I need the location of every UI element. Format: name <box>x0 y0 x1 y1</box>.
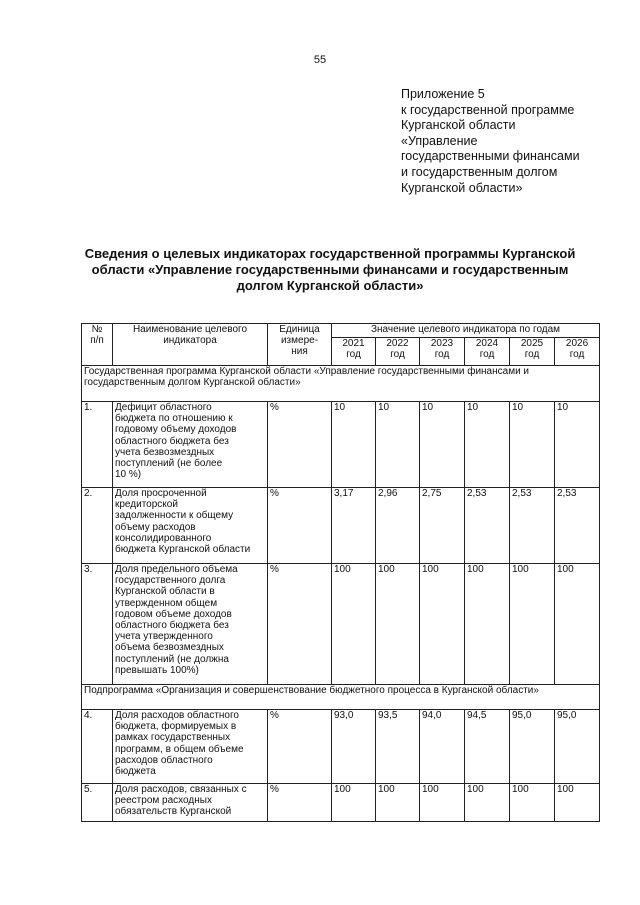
section-row-subprogram: Подпрограмма «Организация и совершенствование бюджетного процесса в Курганской области» <box>82 685 600 710</box>
title-line: долгом Курганской области» <box>236 278 424 293</box>
value-cell: 100 <box>555 784 600 822</box>
value-cell: 2,53 <box>465 488 510 564</box>
value-cell: 100 <box>465 784 510 822</box>
row-num: 2. <box>82 488 113 564</box>
header-values-group: Значение целевого индикатора по годам <box>332 324 600 338</box>
indicator-name: Доля просроченной кредиторской задолженности к общему объему расходов консолидированного бюджета Курганской области <box>113 488 268 564</box>
appendix-line: Курганской области» <box>401 180 523 195</box>
table-row <box>82 564 600 685</box>
appendix-line: «Управление <box>401 133 478 148</box>
value-cell: 94,0 <box>420 710 465 784</box>
unit-cell: % <box>268 488 332 564</box>
unit-cell: % <box>268 784 332 822</box>
value-cell: 100 <box>510 564 555 685</box>
indicator-name: Дефицит областного бюджета по отношению к годовому объему доходов областного бюджета без учета безвозмездных поступлений (не более 10 %) <box>113 402 268 488</box>
value-cell: 100 <box>420 784 465 822</box>
value-cell: 10 <box>332 402 376 488</box>
unit-cell: % <box>268 402 332 488</box>
value-cell: 100 <box>465 564 510 685</box>
value-cell: 2,53 <box>510 488 555 564</box>
indicator-name: Доля расходов, связанных с реестром расходных обязательств Курганской <box>113 784 268 822</box>
header-year: 2023 год <box>420 338 465 366</box>
appendix-line: и государственным долгом <box>401 164 558 179</box>
value-cell: 100 <box>510 784 555 822</box>
header-year: 2025 год <box>510 338 555 366</box>
appendix-line: Приложение 5 <box>401 87 485 101</box>
value-cell: 2,53 <box>555 488 600 564</box>
unit-cell: % <box>268 564 332 685</box>
title-line: Сведения о целевых индикаторах государственной программы Курганской <box>84 246 576 261</box>
section-row-program: Государственная программа Курганской области «Управление государственными финансами и государственным долгом Курганской области» <box>82 366 600 402</box>
table-row <box>82 784 600 822</box>
value-cell: 93,5 <box>376 710 420 784</box>
row-num: 4. <box>82 710 113 784</box>
table-row <box>82 710 600 784</box>
value-cell: 10 <box>420 402 465 488</box>
value-cell: 10 <box>376 402 420 488</box>
title-line: области «Управление государственными финансами и государственным <box>91 262 569 277</box>
value-cell: 3,17 <box>332 488 376 564</box>
row-num: 5. <box>82 784 113 822</box>
value-cell: 95,0 <box>555 710 600 784</box>
row-num: 1. <box>82 402 113 488</box>
appendix-line: Курганской области <box>401 118 516 133</box>
header-year: 2024 год <box>465 338 510 366</box>
appendix-line: государственными финансами <box>401 149 580 164</box>
value-cell: 93,0 <box>332 710 376 784</box>
table-row <box>82 488 600 564</box>
value-cell: 100 <box>376 784 420 822</box>
indicators-table <box>81 323 600 822</box>
unit-cell: % <box>268 710 332 784</box>
value-cell: 95,0 <box>510 710 555 784</box>
value-cell: 94,5 <box>465 710 510 784</box>
header-num: № п/п <box>82 324 113 366</box>
value-cell: 100 <box>555 564 600 685</box>
value-cell: 100 <box>376 564 420 685</box>
appendix-line: к государственной программе <box>401 102 575 117</box>
value-cell: 2,96 <box>376 488 420 564</box>
document-title <box>70 246 590 294</box>
appendix-note <box>401 87 631 196</box>
header-year: 2026 год <box>555 338 600 366</box>
row-num: 3. <box>82 564 113 685</box>
indicator-name: Доля предельного объема государственного долга Курганской области в утвержденном общем годовом объеме доходов областного бюджета без учета утвержденного объема безвозмездных поступлений (не должна превышать 100%) <box>113 564 268 685</box>
value-cell: 100 <box>332 784 376 822</box>
page-number: 55 <box>313 54 327 66</box>
indicator-name: Доля расходов областного бюджета, формируемых в рамках государственных программ, в общем объеме расходов областного бюджета <box>113 710 268 784</box>
header-unit: Единица измере- ния <box>268 324 332 366</box>
header-year: 2021 год <box>332 338 376 366</box>
value-cell: 100 <box>420 564 465 685</box>
value-cell: 10 <box>555 402 600 488</box>
header-name: Наименование целевого индикатора <box>113 324 268 366</box>
value-cell: 10 <box>510 402 555 488</box>
table-row <box>82 402 600 488</box>
value-cell: 2,75 <box>420 488 465 564</box>
value-cell: 10 <box>465 402 510 488</box>
value-cell: 100 <box>332 564 376 685</box>
header-year: 2022 год <box>376 338 420 366</box>
